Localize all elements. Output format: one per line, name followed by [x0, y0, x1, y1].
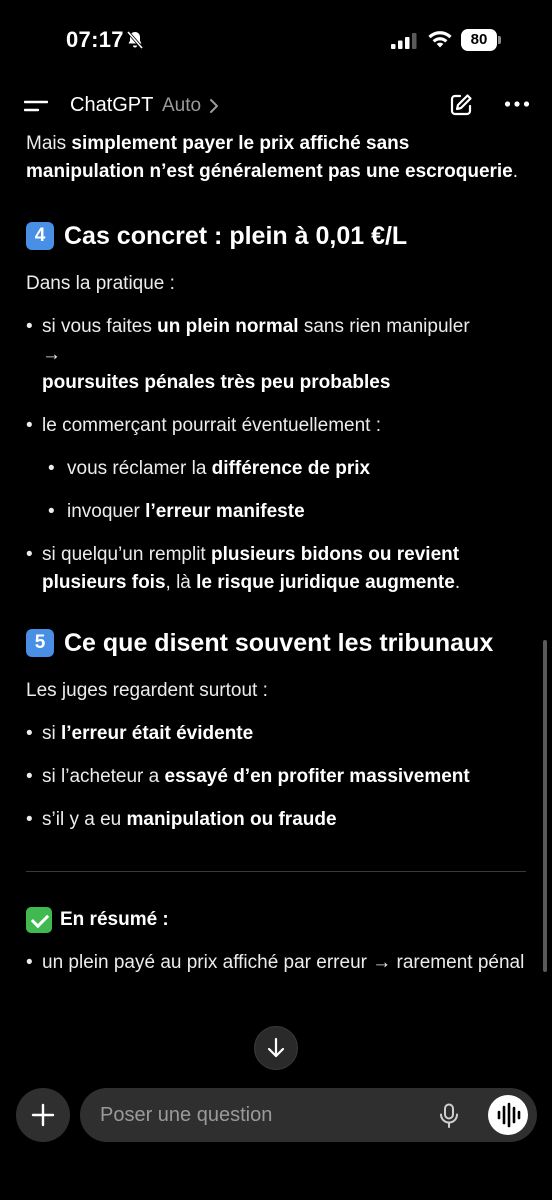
waveform-icon [488, 1095, 528, 1135]
status-time: 07:17 [66, 27, 124, 52]
text: , là [165, 572, 197, 593]
intro-text-2: simplement payer le prix affiché sans manipulation n’est généralement pas une escroquerie [26, 133, 513, 182]
chevron-right-icon[interactable] [208, 97, 220, 115]
text: s’il y a eu [42, 809, 127, 830]
text: invoquer [67, 501, 146, 522]
section-5-lead: Les juges regardent surtout : [26, 680, 268, 701]
section-5-title: Ce que disent souvent les tribunaux [64, 629, 494, 657]
microphone-icon[interactable] [438, 1103, 460, 1129]
wifi-icon [427, 29, 453, 49]
list-item-nested [26, 498, 526, 526]
model-selector[interactable]: Auto [162, 95, 202, 116]
scrollbar[interactable] [543, 640, 547, 972]
section-5-heading [26, 627, 526, 659]
list-item [26, 720, 526, 748]
keycap-5-icon: 5 [26, 629, 54, 657]
check-mark-icon [26, 907, 52, 933]
app-title[interactable]: ChatGPT [70, 94, 154, 116]
status-bar [0, 0, 552, 82]
message-input[interactable] [100, 1088, 430, 1142]
list-item [26, 313, 526, 397]
text: . [454, 572, 461, 593]
section-4-title: Cas concret : plein à 0,01 €/L [64, 222, 408, 250]
text-bold: un plein normal [157, 316, 299, 337]
more-options-icon[interactable] [504, 100, 530, 108]
plus-icon [16, 1088, 70, 1142]
summary-heading [26, 906, 526, 934]
text-bold: poursuites pénales très peu probables [42, 372, 391, 393]
list-item: • le commerçant pourrait éventuellement : [26, 412, 526, 440]
menu-icon[interactable] [24, 96, 48, 116]
text: si quelqu’un remplit [42, 544, 211, 565]
text: si l’acheteur a [42, 766, 165, 787]
list-item [26, 541, 526, 597]
text: si [42, 723, 61, 744]
bell-off-icon [125, 30, 145, 50]
text-bold: l’erreur était évidente [61, 723, 254, 744]
intro-text-1: Mais [26, 133, 72, 154]
list-item-nested [26, 455, 526, 483]
text: sans rien manipuler [298, 316, 470, 337]
battery-cap [498, 36, 501, 44]
signal-icon [391, 33, 417, 49]
battery-level: 80 [461, 29, 497, 51]
keycap-4-icon: 4 [26, 222, 54, 250]
arrow-text: → [42, 344, 61, 365]
composer [80, 1088, 537, 1142]
intro-paragraph [26, 130, 526, 186]
voice-mode-button[interactable] [488, 1095, 528, 1135]
text-bold: différence de prix [211, 458, 371, 479]
scroll-down-button[interactable] [254, 1026, 298, 1070]
assistant-message [26, 130, 526, 977]
text: si vous faites [42, 316, 158, 337]
battery-indicator [461, 29, 501, 51]
add-attachment-button[interactable] [16, 1088, 70, 1142]
text-bold: l’erreur manifeste [145, 501, 305, 522]
text-bold: essayé d’en profiter massivement [164, 766, 470, 787]
app-header [0, 82, 552, 132]
list-item: • un plein payé au prix affiché par erreur → rarement pénal [26, 949, 526, 977]
arrow-down-icon [254, 1026, 298, 1070]
list-item [26, 806, 526, 834]
text-bold: le risque juridique augmente [196, 572, 455, 593]
text: vous réclamer la [67, 458, 212, 479]
text-bold: manipulation ou fraude [126, 809, 337, 830]
new-chat-icon[interactable] [448, 92, 474, 118]
summary-title: En résumé : [60, 909, 169, 930]
intro-text-3: . [512, 161, 519, 182]
list-item [26, 763, 526, 791]
text-bold: plusieurs bidons ou revient plusieurs fois [42, 544, 460, 593]
section-4-lead: Dans la pratique : [26, 273, 175, 294]
section-4-heading [26, 220, 526, 252]
